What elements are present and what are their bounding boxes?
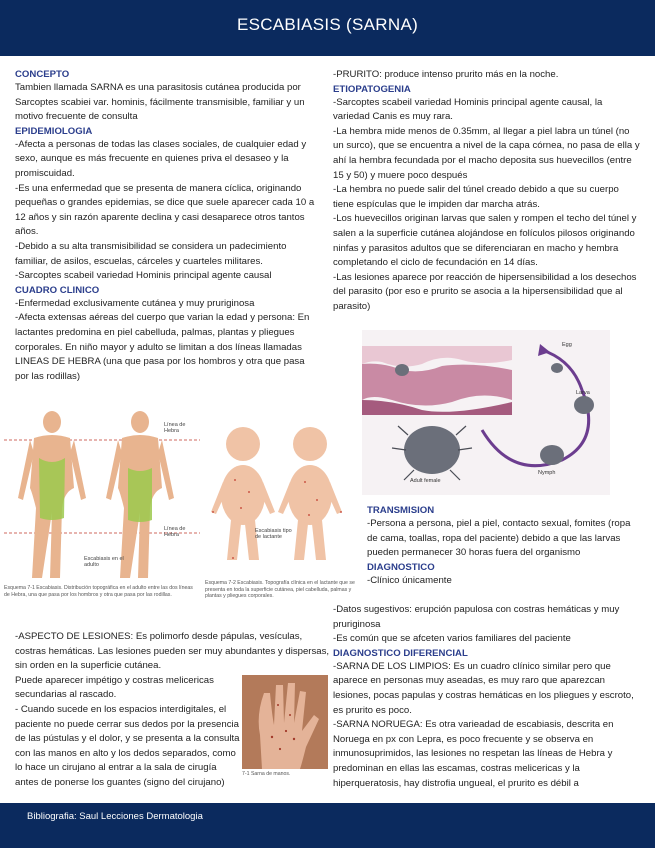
etio-item: -Sarcoptes scabeil variedad Hominis principal agente causal, la variedad Canis es muy rara.: [333, 96, 603, 123]
cuadro-clinico-heading: CUADRO CLINICO: [15, 284, 100, 296]
lifecycle-illustration: [362, 330, 610, 495]
lesiones-text: - Cuando sucede en los espacios interdigitales, el paciente no puede cerrar sus dedos por la presencia de las pústulas y el dolor, y se presenta a la consulta con las manos en alto y los dedos separados, como lo hace un cirujano al entrar a la sala de cirugía antes de ponerse los guantes (signo del cirujano): [15, 703, 240, 788]
epi-item: -Es una enfermedad que se presenta de manera cíclica, originando pequeñas o grandes epidemias, se dice que suele aparecer cada 10 a 12 años y sin razón aparente declina y casi desaparece otros tantos años.: [15, 182, 315, 238]
cuadro-item: -Enfermedad exclusivamente cutánea y muy pruriginosa: [15, 297, 255, 309]
diag-item: -Es común que se afceten varios familiares del paciente: [333, 633, 571, 645]
cuadro-item: -Afecta extensas aéreas del cuerpo que varian la edad y persona: En lactantes predomina en piel cabelluda, palmas, plantas y pliegues corporales. En niño mayor y adulto se limitan a dos líneas llamadas LINEAS DE HEBRA (una que pasa por los hombros y otra que pasa por las rodillas): [15, 312, 310, 382]
etiopatogenia-heading: ETIOPATOGENIA: [333, 83, 411, 95]
concepto-text: Tambien llamada SARNA es una parasitosis cutánea producida por Sarcoptes scabiei var. hominis, fácilmente transmisible, familiar y un motivo frecuente de consulta: [15, 82, 305, 123]
child-figure-caption: Esquema 7-2 Escabiasis. Topografía clínica en el lactante que se presenta en toda la superficie cutánea, piel cabelluda, palmas y plantas y pliegues corporales.: [205, 580, 355, 599]
transmision-section: [367, 504, 641, 588]
diag-item: -Datos sugestivos: erupción papulosa con costras hemáticas y muy pruriginosa: [333, 604, 620, 630]
child-body-illustration: [205, 420, 355, 570]
mite-lifecycle-diagram: [362, 330, 610, 495]
concepto-heading: CONCEPTO: [15, 69, 70, 80]
cycle-label-adult: Adult female: [410, 478, 441, 484]
hand-photo: [242, 675, 328, 769]
dd-item: -SARNA NORUEGA: Es otra varieadad de escabiasis, descrita en Noruega en px con Lepra, es poco frecuente y se observa en inmunosuprimidos, las lesiones no respetan las líneas de Hebra y predominan en ellas las escamas, costras melicericas y la hiperqueratosis, hay distrofia ungueal, el prurito es débil a: [333, 719, 614, 789]
etio-item: -Las lesiones aparece por reacción de hipersensibilidad a los desechos del parasito (por eso e prurito se asocia a la hipersensibilidad que al parasito): [333, 271, 637, 312]
right-column-top: [333, 68, 641, 315]
epi-item: -Sarcoptes scabeil variedad Hominis principal agente causal: [15, 270, 272, 282]
dd-item: -SARNA DE LOS LIMPIOS: Es un cuadro clínico similar pero que aparece en personas muy aseadas, es muy raro que aparezcan lesiones, pocas papulas y costras hemáticas en los pliegues y escroto, es prurito es poco.: [333, 660, 634, 716]
left-column: [15, 68, 320, 384]
adult-figure-caption: Esquema 7-1 Escabiasis. Distribución topográfica en el adulto entre las dos líneas de Hebra, una que pasa por los hombros y otra que pasa por las rodillas.: [4, 585, 193, 598]
transmision-text: -Persona a persona, piel a piel, contacto sexual, fomites (ropa de cama, toallas, ropa del paciente) debido a que las larvas pueden permanecer 30 horas fuera del organismo: [367, 518, 631, 559]
lesiones-text: Puede aparecer impétigo y costras melicericas secundarias al rascado.: [15, 674, 214, 701]
etio-item: -La hembra mide menos de 0.35mm, al llegar a piel labra un túnel (no un surco), que se encuentra a nivel de la capa córnea, no pasa de ella y ahí la hembra fecundada por el macho deposita sus huevecillos (entre 15 y 50) y muere poco después: [333, 125, 640, 181]
child-figure: [205, 420, 355, 620]
hand-photo-caption: 7-1 Sarna de manos.: [242, 771, 291, 777]
cycle-label-nymph: Nymph: [538, 470, 556, 476]
epi-item: -Debido a su alta transmisibilidad se considera un padecimiento familiar, de asilos, escuelas, cárceles y cuarteles militares.: [15, 240, 287, 267]
page-title: ESCABIASIS (SARNA): [236, 15, 419, 34]
footer-bar: [0, 803, 655, 848]
child-label: Escabiasis tipo de lactante: [255, 528, 292, 540]
epi-item: -Afecta a personas de todas las clases sociales, de cualquier edad y sexo, aunque es más frecuente en quienes priva el desaseo y la promiscuidad.: [15, 138, 307, 179]
prurito-text: -PRURITO: produce intenso prurito más en la noche.: [333, 69, 559, 80]
hebra-label-top: Línea de Hebra: [164, 422, 186, 434]
etio-item: -La hembra no puede salir del túnel creado debido a que su cuerpo tiene espículas que le impiden dar marcha atrás.: [333, 184, 619, 210]
lesiones-text: -ASPECTO DE LESIONES: Es polimorfo desde pápulas, vesículas, costras hemáticas. Las lesiones pueden ser muy abundantes y dispersas, sin orden en la superficie cutánea.: [15, 631, 330, 672]
epidemiologia-heading: EPIDEMIOLOGIA: [15, 125, 93, 137]
adult-hebra-figure: [4, 408, 200, 620]
bibliography: Bibliografia: Saul Lecciones Dermatologia: [27, 811, 203, 822]
hand-lesion-photo: [242, 675, 328, 779]
title-bar: [0, 0, 655, 56]
adult-label: Escabiasis en el adulto: [84, 556, 124, 568]
cycle-label-egg: Egg: [562, 342, 572, 348]
diag-item: -Clínico únicamente: [367, 574, 452, 586]
diagnostico-heading: DIAGNOSTICO: [367, 561, 435, 573]
transmision-heading: TRANSMISION: [367, 505, 435, 516]
diagnostico-section: [333, 603, 641, 791]
diagnostico-diferencial-heading: DIAGNOSTICO DIFERENCIAL: [333, 647, 468, 659]
etio-item: -Los huevecillos originan larvas que salen y rompen el techo del túnel y salen a la superficie cutánea alojándose en folículos pilosos originando ninfas y parasitos adultos que se diferenciaran en macho y hembra completando el ciclo de fecundación en 14 días.: [333, 213, 637, 269]
hebra-label-mid: Línea de Hebra: [164, 526, 186, 538]
cycle-label-larva: Larva: [576, 390, 590, 396]
